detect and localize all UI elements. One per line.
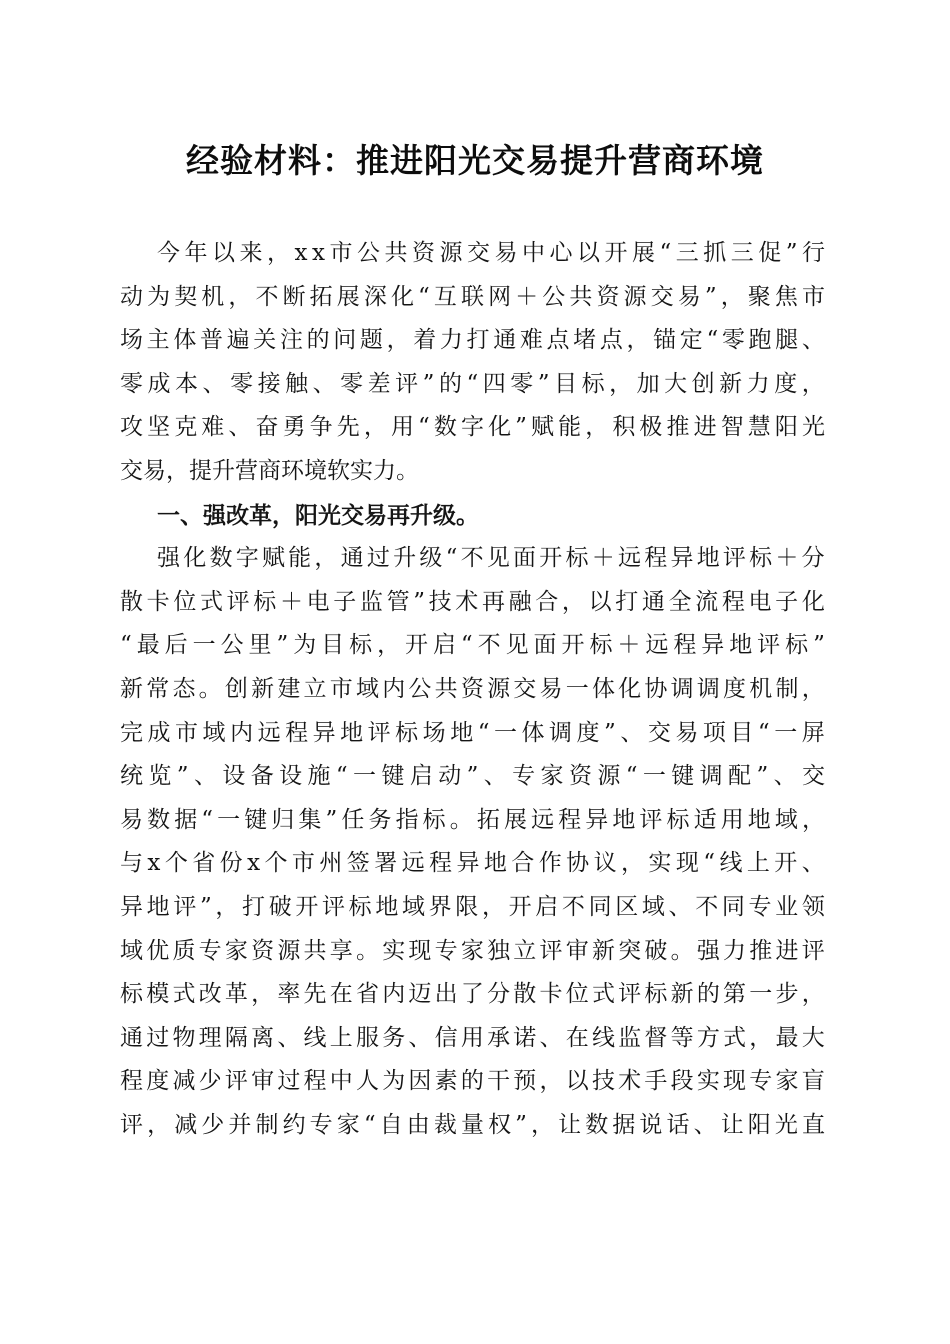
- text-line: 统 览 ” 、 设 备 设 施 “ 一 键 启 动 ” 、 专 家 资 源 “ 一 键 调 配 ” 、 交: [120, 763, 825, 790]
- document-body: [120, 232, 825, 1147]
- text-line: 易 数 据 “ 一 键 归 集 ” 任 务 指 标 。 拓 展 远 程 异 地 评 标 适 用 地 域 ，: [120, 806, 825, 833]
- document-title: 经验材料：推进阳光交易提升营商环境: [186, 141, 764, 180]
- text-line: 域 优 质 专 家 资 源 共 享 。 实 现 专 家 独 立 评 审 新 突 破 。 强 力 推 进 评: [120, 937, 825, 964]
- text-line: 零 成 本 、 零 接 触 、 零 差 评 ” 的 “ 四 零 ” 目 标 ， 加 大 创 新 力 度 ，: [120, 370, 825, 397]
- text-line: 程 度 减 少 评 审 过 程 中 人 为 因 素 的 干 预 ， 以 技 术 手 段 实 现 专 家 盲: [120, 1068, 825, 1095]
- text-line: 通 过 物 理 隔 离 、 线 上 服 务 、 信 用 承 诺 、 在 线 监 督 等 方 式 ， 最 大: [120, 1024, 825, 1051]
- text-line: 与 x 个 省 份 x 个 市 州 签 署 远 程 异 地 合 作 协 议 ， 实 现 “ 线 上 开 、: [120, 850, 825, 877]
- text-line: 完 成 市 域 内 远 程 异 地 评 标 场 地 “ 一 体 调 度 ” 、 交 易 项 目 “ 一 屏: [120, 719, 825, 746]
- text-line: 散 卡 位 式 评 标 ＋ 电 子 监 管 ” 技 术 再 融 合 ， 以 打 通 全 流 程 电 子 化: [120, 588, 825, 615]
- text-line: 攻 坚 克 难 、 奋 勇 争 先 ， 用 “ 数 字 化 ” 赋 能 ， 积 极 推 进 智 慧 阳 光: [120, 414, 825, 441]
- text-line: 今 年 以 来 ， x x 市 公 共 资 源 交 易 中 心 以 开 展 “ 三 抓 三 促 ” 行: [157, 240, 825, 266]
- paragraph: [120, 537, 825, 1147]
- section-heading: [120, 494, 825, 538]
- text-line: “ 最 后 一 公 里 ” 为 目 标 ， 开 启 “ 不 见 面 开 标 ＋ 远 程 异 地 评 标 ”: [120, 632, 825, 659]
- heading-line: 一、强改革，阳光交易再升级。: [157, 501, 479, 529]
- text-line: 标 模 式 改 革 ， 率 先 在 省 内 迈 出 了 分 散 卡 位 式 评 标 新 的 第 一 步 ，: [120, 981, 825, 1008]
- text-line: 场 主 体 普 遍 关 注 的 问 题 ， 着 力 打 通 难 点 堵 点 ， 锚 定 “ 零 跑 腿 、: [120, 327, 825, 354]
- text-line: 强 化 数 字 赋 能 ， 通 过 升 级 “ 不 见 面 开 标 ＋ 远 程 异 地 评 标 ＋ 分: [157, 545, 825, 572]
- paragraph: [120, 232, 825, 494]
- text-line: 动 为 契 机 ， 不 断 拓 展 深 化 “ 互 联 网 ＋ 公 共 资 源 交 易 ” ， 聚 焦 市: [120, 283, 825, 310]
- text-line: 异 地 评 ” ， 打 破 开 评 标 地 域 界 限 ， 开 启 不 同 区 域 、 不 同 专 业 领: [120, 893, 825, 920]
- text-line: 新 常 态 。 创 新 建 立 市 域 内 公 共 资 源 交 易 一 体 化 协 调 调 度 机 制 ，: [120, 675, 825, 702]
- text-line: 评 ， 减 少 并 制 约 专 家 “ 自 由 裁 量 权 ” ， 让 数 据 说 话 、 让 阳 光 直: [120, 1111, 825, 1138]
- text-line: 交 易 ， 提 升 营 商 环 境 软 实 力 。: [120, 457, 419, 484]
